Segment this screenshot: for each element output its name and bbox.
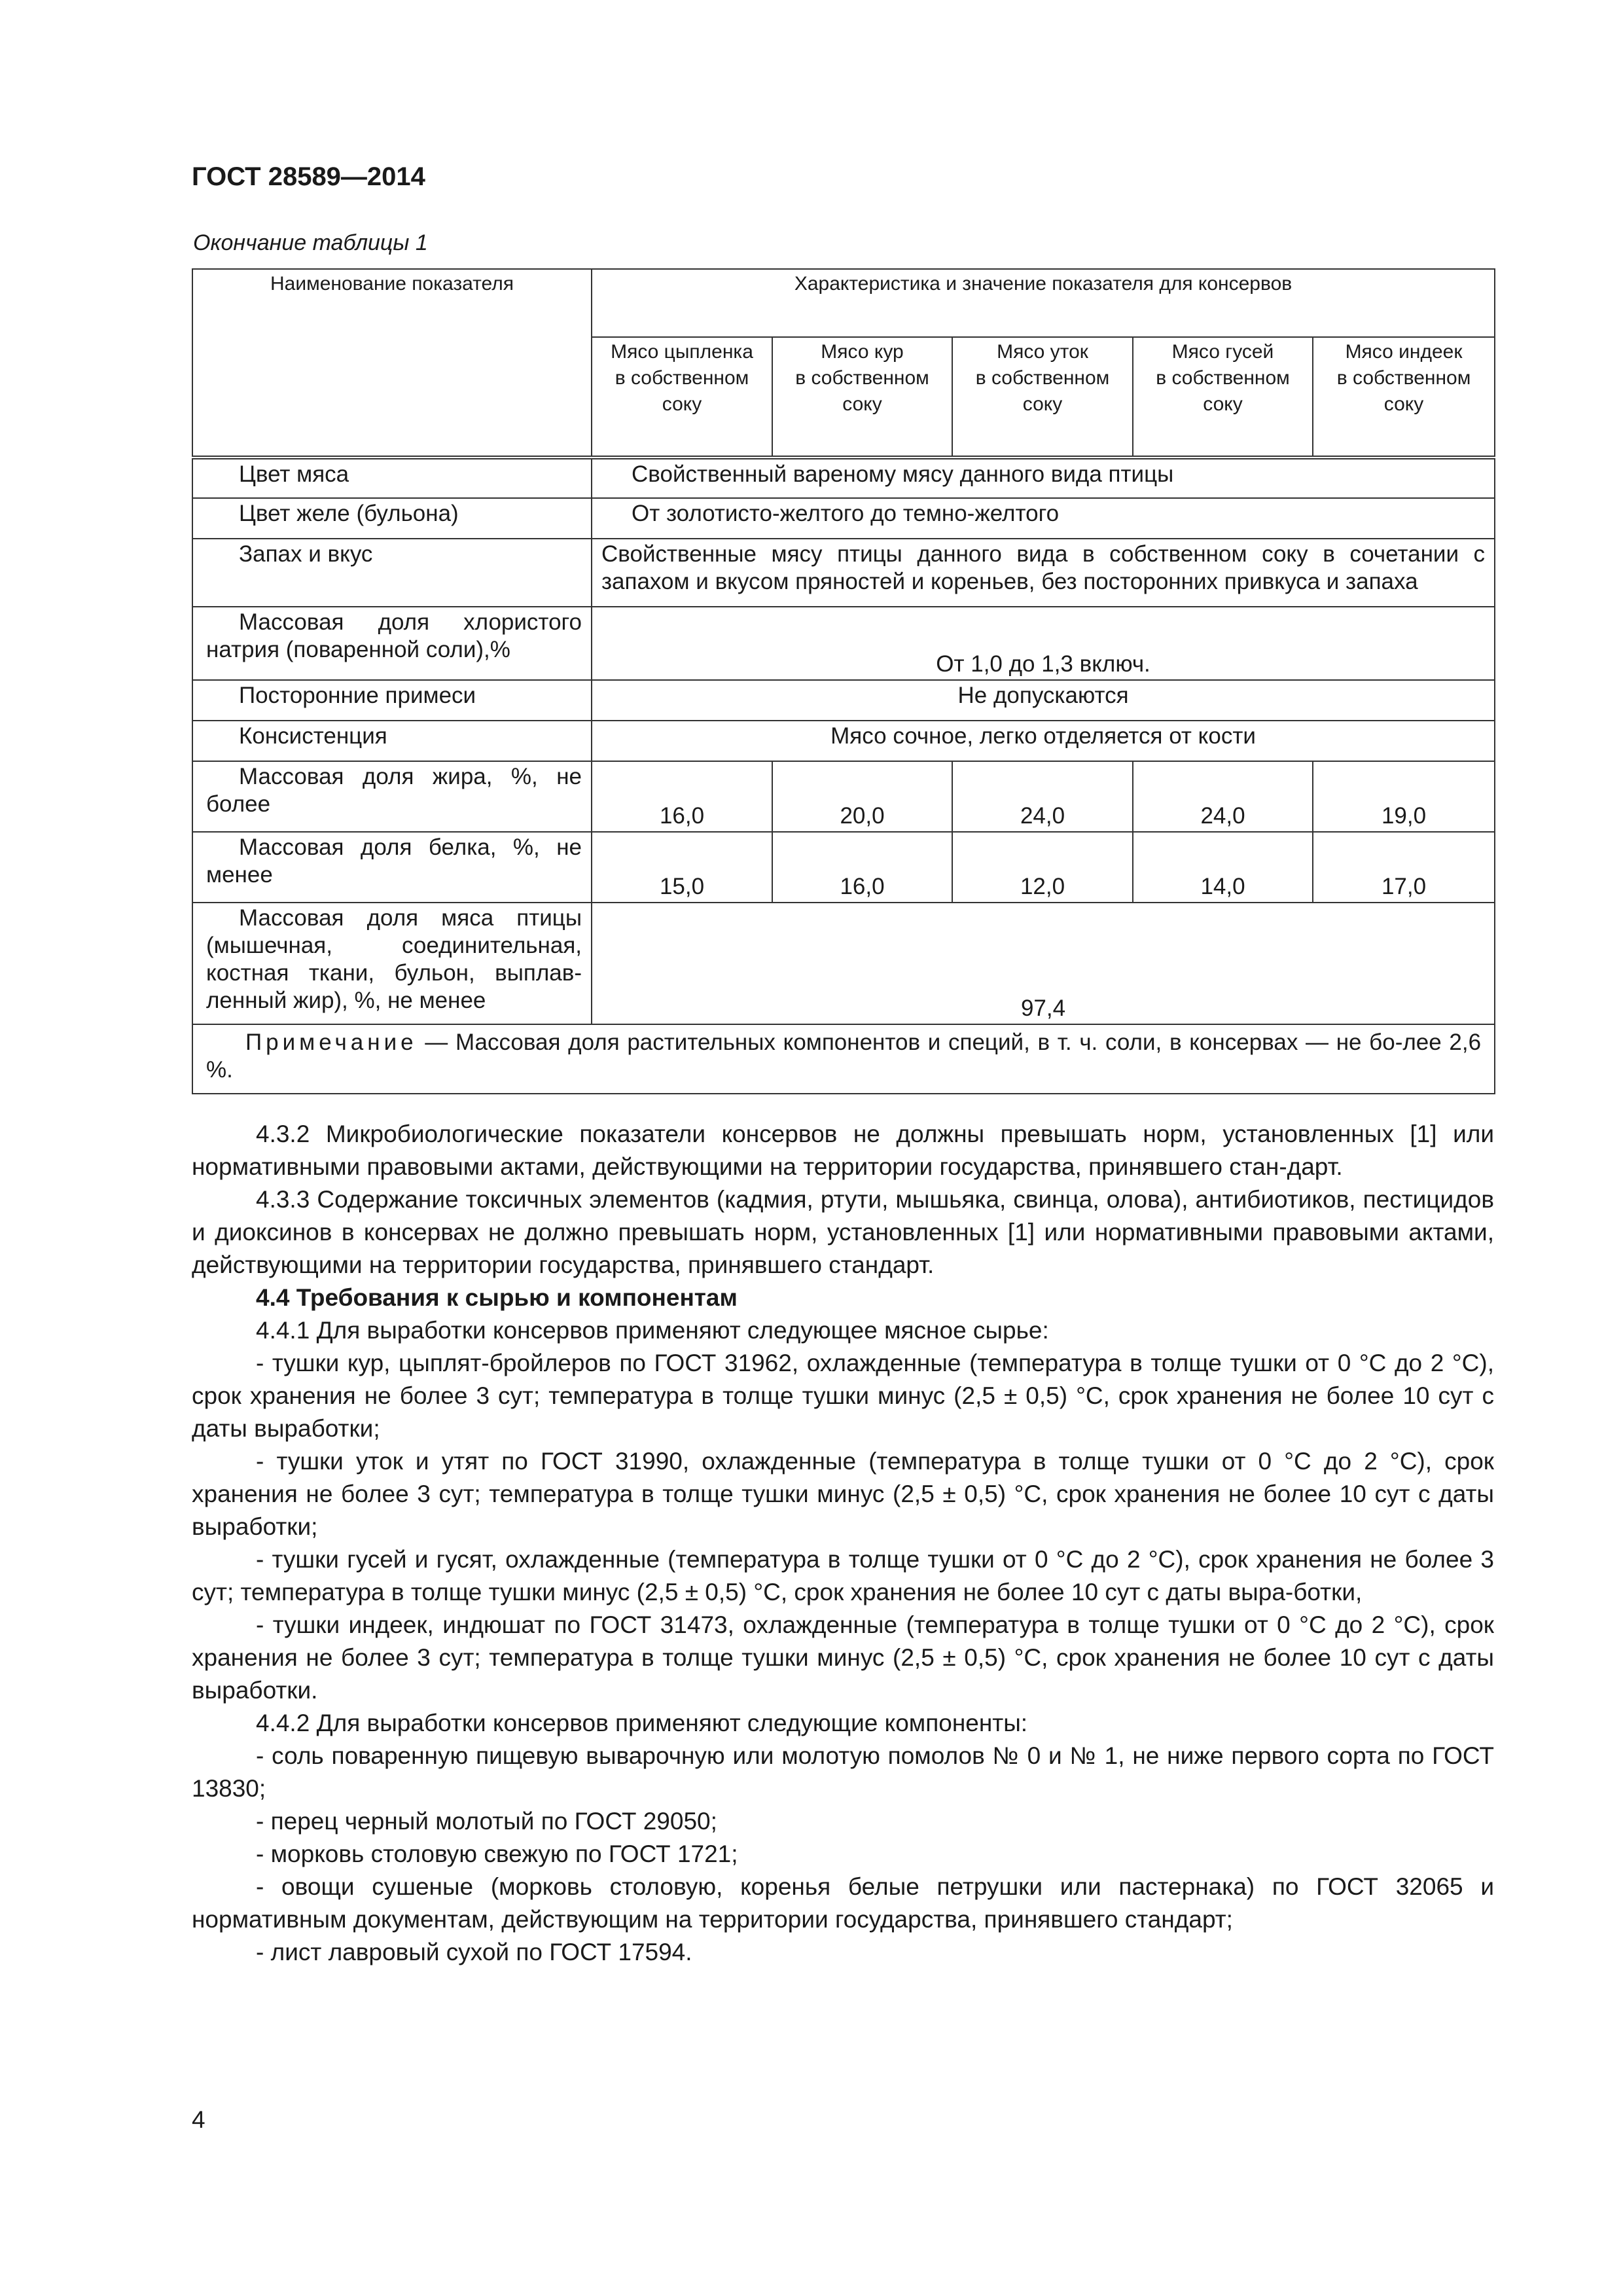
paragraph-4-4-2: 4.4.2 Для выработки консервов применяют следующие компоненты: bbox=[256, 1710, 1028, 1736]
list-item: - морковь столовую свежую по ГОСТ 1721; bbox=[256, 1840, 738, 1867]
table-caption: Окончание таблицы 1 bbox=[193, 230, 428, 255]
list-item: - лист лавровый сухой по ГОСТ 17594. bbox=[256, 1939, 692, 1965]
row-label-jelly-color: Цвет желе (бульона) bbox=[239, 501, 459, 526]
row-label-impurities: Посторонние примеси bbox=[239, 683, 476, 708]
row-value-impurities: Не допускаются bbox=[592, 680, 1495, 721]
paragraph-4-4-1: 4.4.1 Для выработки консервов применяют следующее мясное сырье: bbox=[256, 1317, 1049, 1344]
quality-indicators-table bbox=[192, 268, 1495, 1094]
document-header: ГОСТ 28589—2014 bbox=[192, 162, 425, 191]
row-label-consistency: Консистенция bbox=[239, 723, 387, 749]
row-value-salt: От 1,0 до 1,3 включ. bbox=[592, 607, 1495, 680]
table-row bbox=[192, 680, 1495, 721]
row-label-meat-color: Цвет мяса bbox=[239, 461, 349, 487]
column-header-indicator: Наименование показателя bbox=[192, 269, 592, 457]
list-item: - соль поваренную пищевую выварочную или молотую помолов № 0 и № 1, не ниже первого сорта по ГОСТ 13830; bbox=[192, 1742, 1494, 1802]
section-heading-4-4: 4.4 Требования к сырью и компонентам bbox=[256, 1284, 738, 1311]
row-label-fat: Массовая доля жира, %, не более bbox=[206, 764, 582, 817]
column-header-turkey: Мясо индеек в собственном соку bbox=[1313, 337, 1495, 457]
note-dash: — bbox=[425, 1030, 448, 1055]
row-value-meat-color: Свойственный вареному мясу данного вида птицы bbox=[592, 457, 1495, 498]
table-row bbox=[192, 903, 1495, 1024]
cell-fat-turkey: 19,0 bbox=[1313, 761, 1495, 832]
table-row bbox=[192, 832, 1495, 903]
list-item: - тушки кур, цыплят-бройлеров по ГОСТ 31962, охлажденные (температура в толще тушки от 0 °С до 2 °С), срок хранения не более 3 сут; температура в толще тушки минус (2,5 ± 0,5) °С, срок хранения не более 10 сут с даты выработки; bbox=[192, 1350, 1494, 1442]
column-header-duck: Мясо уток в собственном соку bbox=[952, 337, 1133, 457]
cell-protein-hen: 16,0 bbox=[772, 832, 952, 903]
column-group-header: Характеристика и значение показателя для консервов bbox=[592, 269, 1495, 337]
cell-protein-turkey: 17,0 bbox=[1313, 832, 1495, 903]
row-value-smell-taste: Свойственные мясу птицы данного вида в собственном соку в сочетании с запахом и вкусом пряностей и кореньев, без посторонних привкуса и запаха bbox=[592, 539, 1495, 607]
column-header-chicken: Мясо цыпленка в собственном соку bbox=[592, 337, 772, 457]
row-value-jelly-color: От золотисто-желтого до темно-желтого bbox=[592, 498, 1495, 539]
cell-protein-chicken: 15,0 bbox=[592, 832, 772, 903]
note-text: Массовая доля растительных компонентов и специй, в т. ч. соли, в консервах — не бо-лее 2,6 %. bbox=[206, 1030, 1482, 1083]
list-item: - тушки гусей и гусят, охлажденные (температура в толще тушки от 0 °С до 2 °С), срок хранения не более 3 сут; температура в толще тушки минус (2,5 ± 0,5) °С, срок хранения не более 10 сут с даты выра-ботки, bbox=[192, 1546, 1494, 1605]
table-note bbox=[192, 1024, 1495, 1094]
body-text bbox=[192, 1118, 1494, 1969]
table-row bbox=[192, 457, 1495, 498]
page-number: 4 bbox=[192, 2106, 205, 2133]
table-row bbox=[192, 721, 1495, 761]
row-label-meat-share: Массовая доля мяса птицы (мышечная, соединительная, костная ткани, бульон, выплав-ленный жир), %, не менее bbox=[206, 905, 582, 1013]
column-header-hen: Мясо кур в собственном соку bbox=[772, 337, 952, 457]
row-value-consistency: Мясо сочное, легко отделяется от кости bbox=[592, 721, 1495, 761]
paragraph-4-3-2: 4.3.2 Микробиологические показатели консервов не должны превышать норм, установленных [1] или нормативными правовыми актами, действующими на территории государства, принявшего стан-дарт. bbox=[192, 1121, 1494, 1180]
list-item: - тушки уток и утят по ГОСТ 31990, охлажденные (температура в толще тушки от 0 °С до 2 °С), срок хранения не более 3 сут; температура в толще тушки минус (2,5 ± 0,5) °С, срок хранения не более 10 сут с даты выработки; bbox=[192, 1448, 1494, 1540]
row-label-protein: Массовая доля белка, %, не менее bbox=[206, 834, 582, 888]
list-item: - овощи сушеные (морковь столовую, коренья белые петрушки или пастернака) по ГОСТ 32065 и нормативным документам, действующим на территории государства, принявшего стандарт; bbox=[192, 1873, 1494, 1933]
cell-protein-goose: 14,0 bbox=[1133, 832, 1313, 903]
table-row bbox=[192, 539, 1495, 607]
row-label-salt: Массовая доля хлористого натрия (поваренной соли),% bbox=[206, 609, 582, 662]
table-row bbox=[192, 498, 1495, 539]
row-value-meat-share: 97,4 bbox=[592, 903, 1495, 1024]
row-label-smell-taste: Запах и вкус bbox=[239, 541, 373, 567]
cell-fat-chicken: 16,0 bbox=[592, 761, 772, 832]
table-row bbox=[192, 761, 1495, 832]
cell-fat-hen: 20,0 bbox=[772, 761, 952, 832]
cell-fat-goose: 24,0 bbox=[1133, 761, 1313, 832]
list-item: - тушки индеек, индюшат по ГОСТ 31473, охлажденные (температура в толще тушки от 0 °С до 2 °С), срок хранения не более 3 сут; температура в толще тушки минус (2,5 ± 0,5) °С, срок хранения не более 10 сут с даты выработки. bbox=[192, 1611, 1494, 1704]
table-row bbox=[192, 607, 1495, 680]
list-item: - перец черный молотый по ГОСТ 29050; bbox=[256, 1808, 717, 1835]
cell-protein-duck: 12,0 bbox=[952, 832, 1133, 903]
column-header-goose: Мясо гусей в собственном соку bbox=[1133, 337, 1313, 457]
note-label: Примечание bbox=[245, 1030, 418, 1055]
cell-fat-duck: 24,0 bbox=[952, 761, 1133, 832]
paragraph-4-3-3: 4.3.3 Содержание токсичных элементов (кадмия, ртути, мышьяка, свинца, олова), антибиотиков, пестицидов и диоксинов в консервах не должно превышать норм, установленных [1] или нормативными правовыми актами, действующими на территории государства, принявшего стандарт. bbox=[192, 1186, 1494, 1278]
table-note-row bbox=[192, 1024, 1495, 1094]
